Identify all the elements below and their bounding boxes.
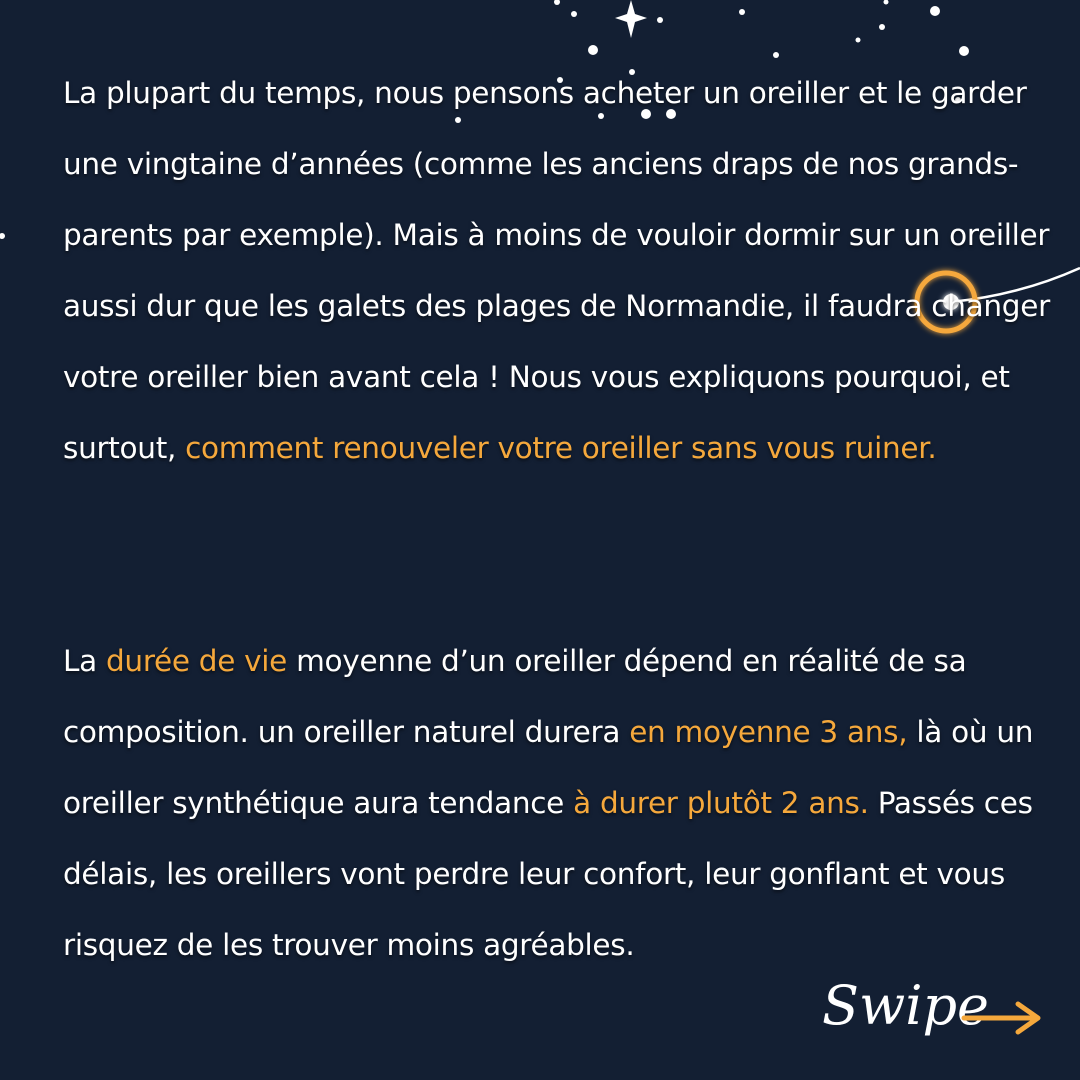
star-dot xyxy=(588,45,598,55)
star-dot xyxy=(571,11,577,17)
star-dot xyxy=(884,0,889,5)
star-dot xyxy=(657,17,663,23)
lifespan-text-d: Passés ces délais, les oreillers vont perdre leur confort, leur gonflant et vous risquez de les trouver moins agréables. xyxy=(63,786,1033,962)
star-dot xyxy=(879,24,885,30)
lifespan-text-b: moyenne d’un oreiller dépend en réalité de sa composition. un oreiller naturel durera xyxy=(63,644,967,749)
lifespan-text-a: La xyxy=(63,644,106,678)
star-dot xyxy=(0,233,5,239)
star-dot xyxy=(856,38,861,43)
star-dot xyxy=(554,0,560,5)
intro-paragraph xyxy=(63,58,1073,484)
star-dot xyxy=(959,46,969,56)
sparkle-star-icon xyxy=(615,0,647,38)
star-dot xyxy=(930,6,940,16)
swipe-label: Swipe xyxy=(822,974,990,1037)
lifespan-highlight-b: en moyenne 3 ans, xyxy=(629,715,908,749)
lifespan-highlight-a: durée de vie xyxy=(106,644,288,678)
swipe-hint[interactable] xyxy=(818,972,1058,1072)
lifespan-paragraph xyxy=(63,626,1073,981)
star-dot xyxy=(739,9,745,15)
intro-text: La plupart du temps, nous pensons acheter un oreiller et le garder une vingtaine d’années (comme les anciens draps de nos grands-parents par exemple). Mais à moins de vouloir dormir sur un oreiller aussi dur que les galets des plages de Normandie, il faudra changer votre oreiller bien avant cela ! Nous vous expliquons pourquoi, et surtout, xyxy=(63,76,1050,465)
intro-highlight: comment renouveler votre oreiller sans vous ruiner. xyxy=(185,431,937,465)
lifespan-highlight-c: à durer plutôt 2 ans. xyxy=(573,786,869,820)
lifespan-text-c: là où un oreiller synthétique aura tendance xyxy=(63,715,1034,820)
